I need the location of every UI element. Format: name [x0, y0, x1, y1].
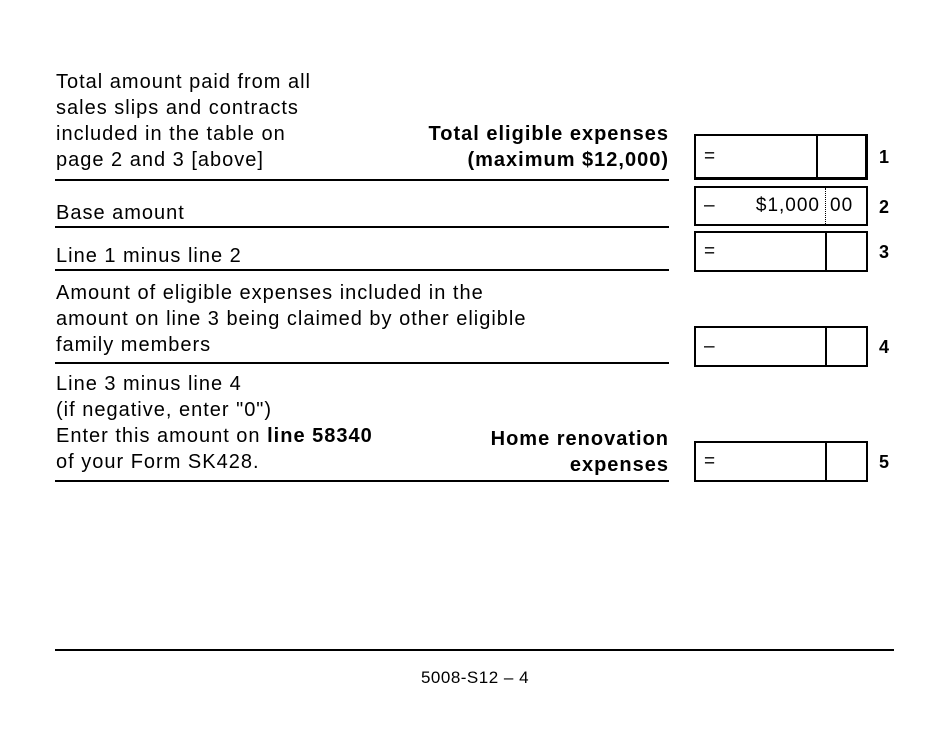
line1-rule	[55, 179, 669, 181]
line4-rule	[55, 362, 669, 364]
line5-rule	[55, 480, 669, 482]
line2-cents: 00	[830, 195, 854, 216]
line4-cents-field[interactable]	[825, 328, 866, 365]
line5-operator: =	[704, 450, 716, 472]
line5-label: Home renovation expenses	[490, 428, 669, 476]
line1-amount-field[interactable]	[694, 134, 868, 180]
line5-description: Line 3 minus line 4 (if negative, enter "0") Enter this amount on line 58340 of your Form SK428.	[56, 373, 373, 473]
line1-label: Total eligible expenses (maximum $12,000)	[428, 123, 669, 171]
line4-description: Amount of eligible expenses included in the amount on line 3 being claimed by other eligible family members	[56, 282, 527, 356]
line1-operator: =	[704, 145, 716, 167]
line2-rule	[55, 226, 669, 228]
line2-description: Base amount	[56, 202, 185, 224]
line5-cents-field[interactable]	[825, 443, 866, 480]
footer-rule	[55, 649, 894, 651]
line2-dollars: $1,000	[755, 195, 820, 216]
line2-number: 2	[879, 197, 890, 217]
line1-number: 1	[879, 147, 890, 167]
line4-operator: –	[704, 335, 715, 357]
line3-amount-field[interactable]	[694, 231, 868, 272]
line3-cents-field[interactable]	[825, 233, 866, 270]
line1-description: Total amount paid from all sales slips and contracts included in the table on page 2 and 3 [above]	[56, 71, 312, 171]
line5-line-reference: line 58340	[267, 425, 373, 447]
line2-cents-field[interactable]	[825, 188, 866, 224]
line1-cents-field[interactable]	[816, 136, 865, 177]
line5-number: 5	[879, 452, 890, 472]
line4-amount-field[interactable]	[694, 326, 868, 367]
line3-rule	[55, 269, 669, 271]
line3-number: 3	[879, 242, 890, 262]
line4-number: 4	[879, 337, 890, 357]
line2-amount-field[interactable]	[694, 186, 868, 226]
line3-operator: =	[704, 240, 716, 262]
line2-operator: –	[704, 195, 715, 216]
line3-description: Line 1 minus line 2	[56, 245, 242, 267]
form-identifier: 5008-S12 – 4	[420, 668, 530, 687]
line5-amount-field[interactable]	[694, 441, 868, 482]
